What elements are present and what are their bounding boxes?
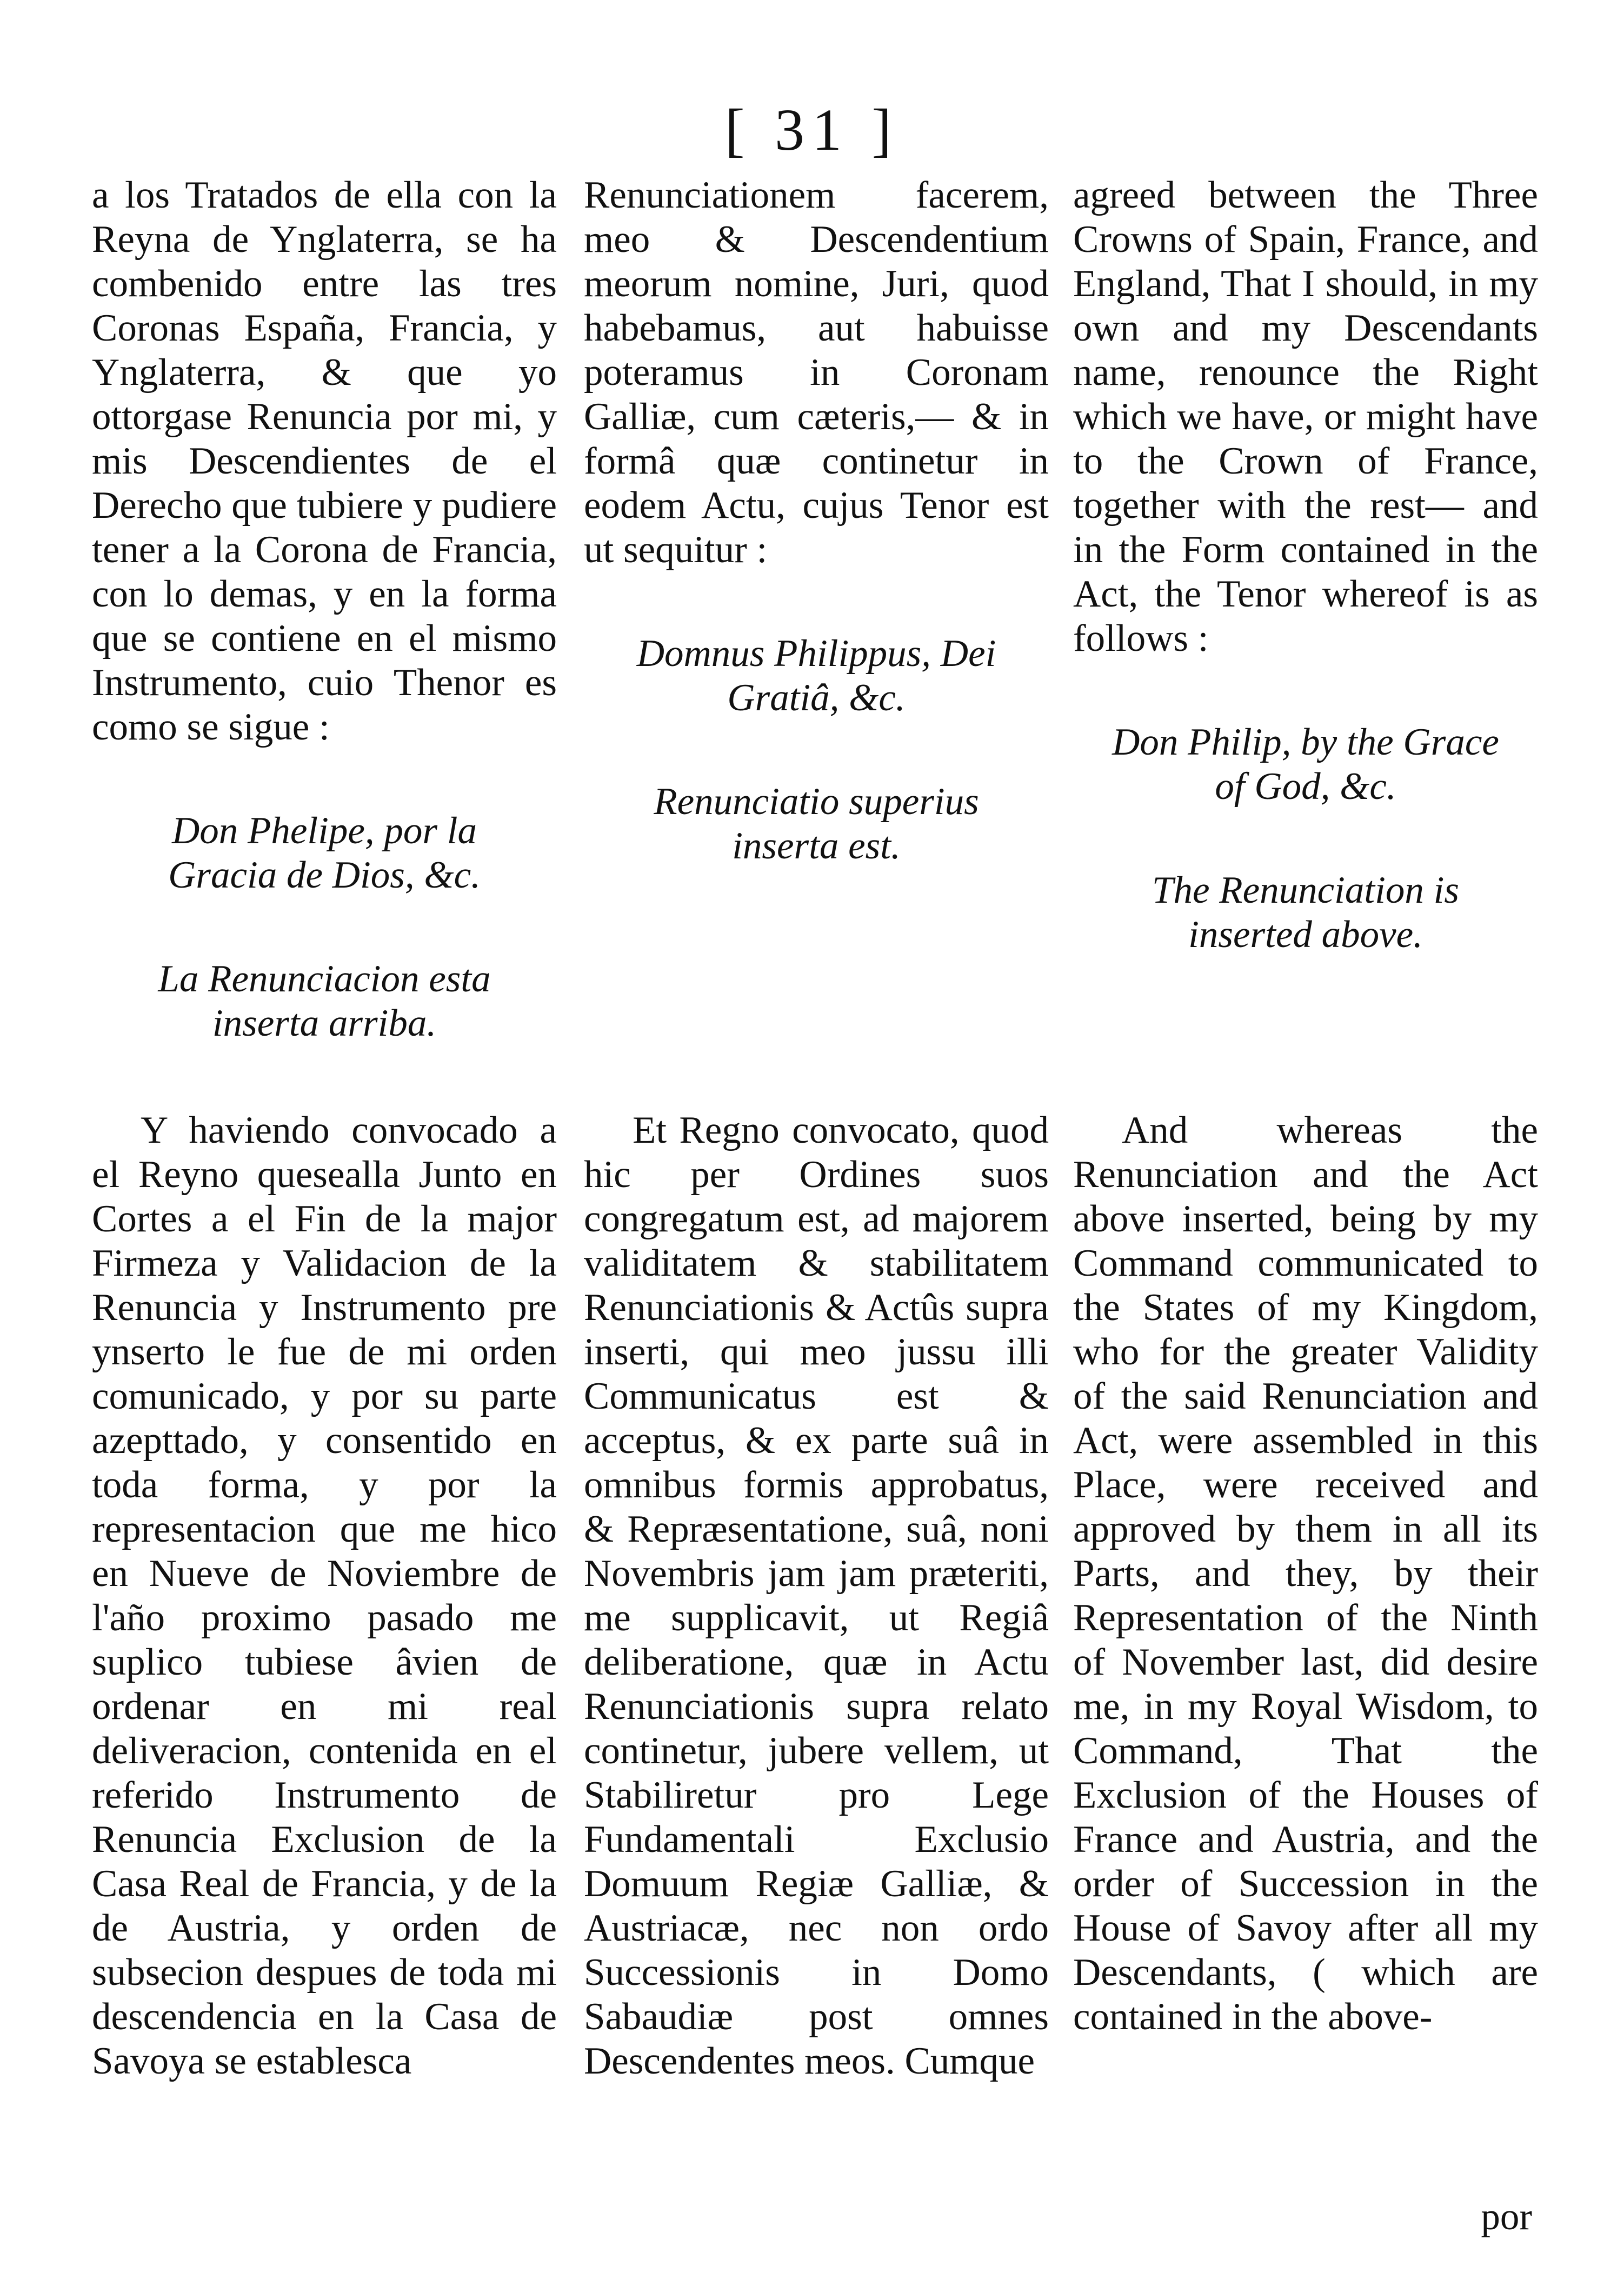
latin-column-bottom: [584, 1108, 1049, 2083]
page-number: [ 31 ]: [724, 97, 900, 163]
latin-paragraph-2: Et Regno convocato, quod hic per Ordines suos congregatum est, ad majorem validitatem & stabilitatem Renunciationis & Actûs supra inserti, qui meo jussu illi Communicatus est & acceptus, & ex parte suâ in omnibus formis approbatus, & Repræsentatione, suâ, noni Novembris jam jam præteriti, me supplicavit, ut Regiâ deliberatione, quæ in Actu Renunciationis supra relato continetur, jubere vellem, ut Stabiliretur pro Lege Fundamentali Exclusio Domuum Regiæ Galliæ, & Austriacæ, nec non ordo Successionis in Domo Sabaudiæ post omnes Descendentes meos. Cumque: [584, 1109, 1049, 2082]
english-paragraph-1: agreed between the Three Crowns of Spain, France, and England, That I should, in my own and my Descendants name, renounce the Right which we have, or might have to the Crown of France, together with the rest— and in the Form contained in the Act, the Tenor whereof is as follows :: [1073, 174, 1538, 659]
english-column-top: [1073, 173, 1538, 957]
latin-column-top: [584, 173, 1049, 868]
latin-heading-1: Domnus Philippus, Dei Gratiâ, &c.: [636, 632, 996, 719]
english-heading-2: The Renunciation is inserted above.: [1152, 869, 1459, 956]
spanish-paragraph-2: Y haviendo convocado a el Reyno quesealla Junto en Cortes a el Fin de la major Firmeza y Validacion de la Renuncia y Instrumento pre ynserto le fue de mi orden comunicado, y por su parte azepttado, y consentido en toda forma, y por la representacion que me hico en Nueve de Noviembre de l'año proximo pasado me suplico tubiese âvien de ordenar en mi real deliveracion, contenida en el referido Instrumento de Renuncia Exclusion de la Casa Real de Francia, y de la de Austria, y orden de subsecion despues de toda mi descendencia en la Casa de Savoya se establesca: [92, 1109, 557, 2082]
catchword: por: [1481, 2196, 1532, 2238]
english-heading-1: Don Philip, by the Grace of God, &c.: [1112, 721, 1499, 808]
spanish-column-top: [92, 173, 557, 1045]
spanish-paragraph-1: a los Tratados de ella con la Reyna de Ynglaterra, se ha combenido entre las tres Coronas España, Francia, y Ynglaterra, & que yo ottorgase Renuncia por mi, y mis Descendientes de el Derecho que tubiere y pudiere tener a la Corona de Francia, con lo demas, y en la forma que se contiene en el mismo Instrumento, cuio Thenor es como se sigue :: [92, 174, 557, 748]
english-paragraph-2: And whereas the Renunciation and the Act above inserted, being by my Command communicated to the States of my Kingdom, who for the greater Validity of the said Renunciation and Act, were assembled in this Place, were received and approved by them in all its Parts, and they, by their Representation of the Ninth of November last, did desire me, in my Royal Wisdom, to Command, That the Exclusion of the Houses of France and Austria, and the order of Succession in the House of Savoy after all my Descendants, ( which are contained in the above-: [1073, 1109, 1538, 2038]
english-column-bottom: [1073, 1108, 1538, 2039]
spanish-heading-2: La Renunciacion esta inserta arriba.: [158, 958, 491, 1044]
spanish-column-bottom: [92, 1108, 557, 2083]
latin-paragraph-1: Renunciationem facerem, meo & Descendentium meorum nomine, Juri, quod habebamus, aut habuisse poteramus in Coronam Galliæ, cum cæteris,— & in formâ quæ continetur in eodem Actu, cujus Tenor est ut sequitur :: [584, 174, 1049, 571]
spanish-heading-1: Don Phelipe, por la Gracia de Dios, &c.: [168, 810, 481, 896]
latin-heading-2: Renunciatio superius inserta est.: [654, 781, 979, 867]
